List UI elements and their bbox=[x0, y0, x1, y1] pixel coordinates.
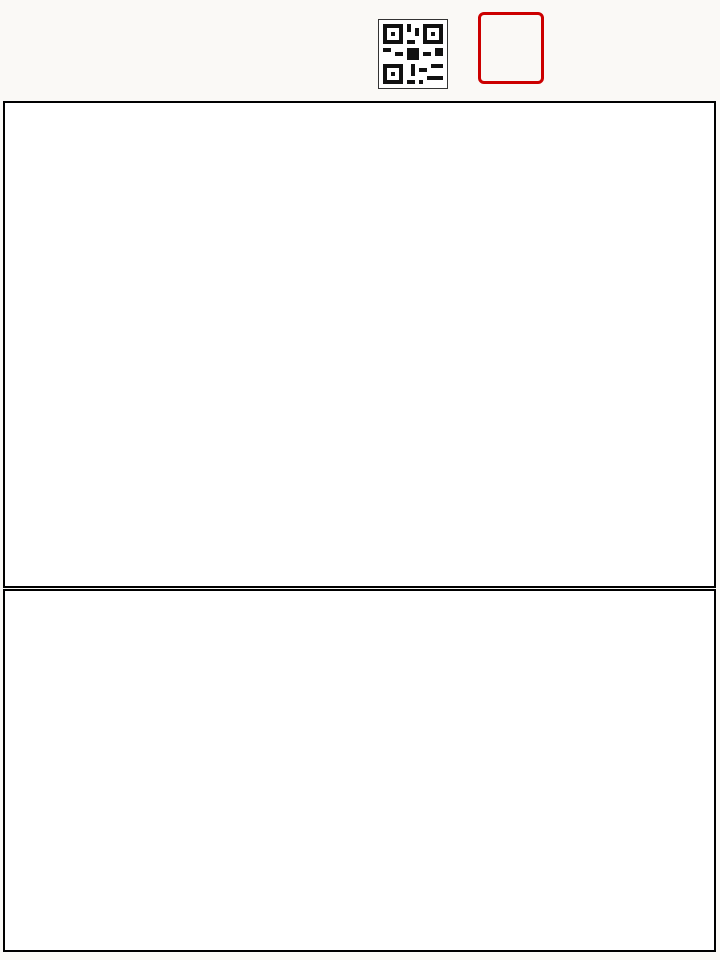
logo bbox=[478, 10, 708, 82]
qr-code bbox=[378, 19, 448, 89]
header-info bbox=[12, 9, 16, 25]
year-grid bbox=[3, 589, 716, 952]
qr-code-icon bbox=[379, 20, 447, 88]
seal-stamp bbox=[478, 12, 544, 84]
pillar-grid bbox=[3, 101, 716, 588]
gender-row bbox=[12, 9, 16, 25]
